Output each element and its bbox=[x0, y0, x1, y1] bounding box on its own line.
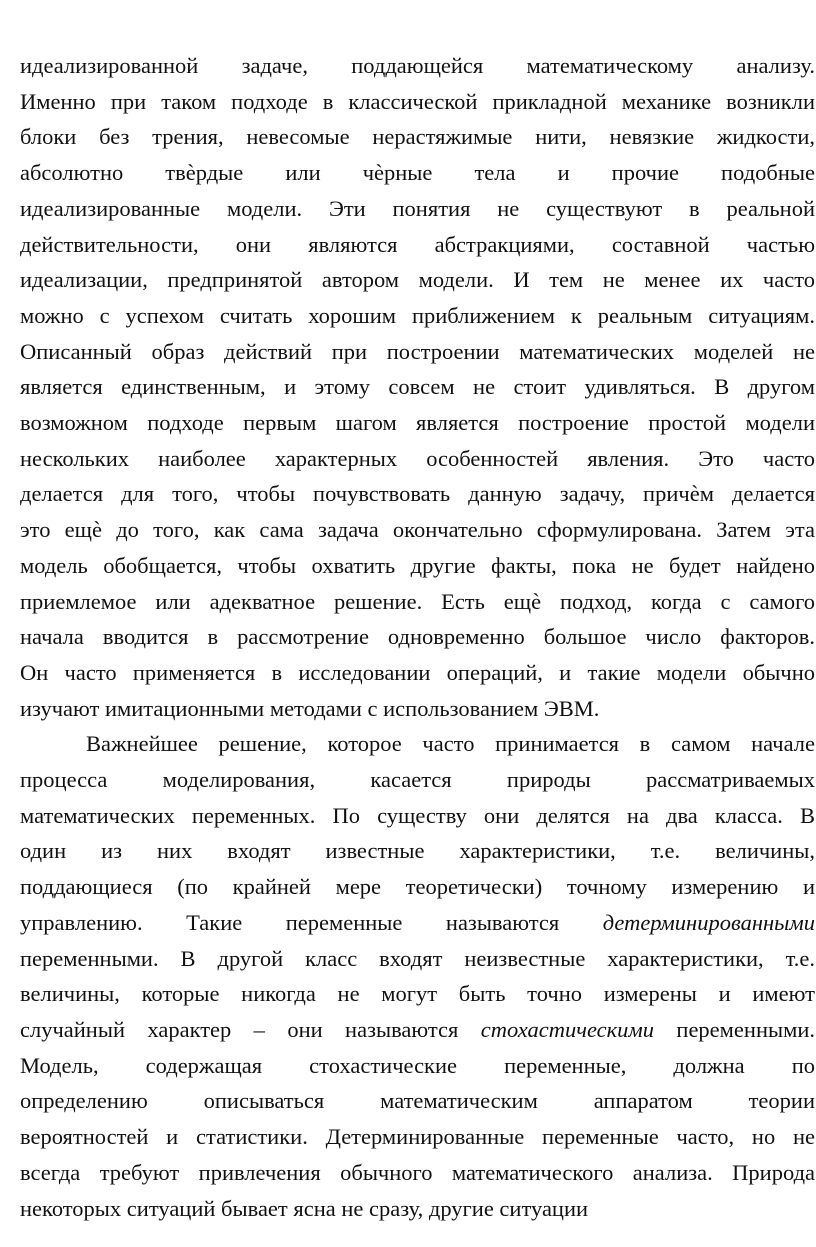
paragraph-idealized-models bbox=[20, 48, 815, 726]
text-line: определению описываться математическим аппаратом теории bbox=[20, 1088, 815, 1114]
emphasized-term-stochastic: стохастическими bbox=[480, 1016, 655, 1042]
text-line: абсолютно твѐрдые или чѐрные тела и прочие подобные bbox=[20, 160, 815, 186]
text-line: приемлемое или адекватное решение. Есть ещѐ подход, когда с самого bbox=[20, 588, 815, 614]
document-page bbox=[20, 48, 815, 1226]
text-line: модель обобщается, чтобы охватить другие факты, пока не будет найдено bbox=[20, 552, 815, 578]
text-line: это ещѐ до того, как сама задача окончательно сформулирована. Затем эта bbox=[20, 517, 815, 543]
text-fragment: случайный характер – они называются bbox=[20, 1016, 481, 1042]
text-line: процесса моделирования, касается природы рассматриваемых bbox=[20, 767, 815, 793]
text-line: изучают имитационными методами с использованием ЭВМ. bbox=[20, 695, 600, 721]
emphasized-term-deterministic: детерминированными bbox=[602, 909, 815, 935]
text-line: поддающиеся (по крайней мере теоретически) точному измерению и bbox=[20, 874, 815, 900]
paragraph-variable-types bbox=[20, 726, 815, 1226]
text-line: Именно при таком подходе в классической прикладной механике возникли bbox=[20, 88, 815, 114]
text-line: можно с успехом считать хорошим приближением к реальным ситуациям. bbox=[20, 302, 815, 328]
text-line: начала вводится в рассмотрение одновременно большое число факторов. bbox=[20, 624, 815, 650]
text-line: нескольких наиболее характерных особенностей явления. Это часто bbox=[20, 445, 815, 471]
text-line: идеализированной задаче, поддающейся математическому анализу. bbox=[20, 53, 815, 78]
text-line: возможном подходе первым шагом является построение простой модели bbox=[20, 410, 815, 436]
text-line: переменными. В другой класс входят неизвестные характеристики, т.е. bbox=[20, 945, 815, 971]
text-line: блоки без трения, невесомые нерастяжимые нити, невязкие жидкости, bbox=[20, 124, 815, 150]
text-line: Он часто применяется в исследовании операций, и такие модели обычно bbox=[20, 659, 815, 685]
text-line: делается для того, чтобы почувствовать данную задачу, причѐм делается bbox=[20, 481, 815, 507]
text-line: величины, которые никогда не могут быть точно измерены и имеют bbox=[20, 981, 815, 1007]
text-line-mixed bbox=[20, 1012, 815, 1048]
text-line: идеализированные модели. Эти понятия не существуют в реальной bbox=[20, 195, 815, 221]
text-line: вероятностей и статистики. Детерминированные переменные часто, но не bbox=[20, 1124, 815, 1150]
text-fragment: управлению. Такие переменные называются bbox=[20, 909, 603, 935]
text-line: Описанный образ действий при построении математических моделей не bbox=[20, 338, 815, 364]
text-line: один из них входят известные характеристики, т.е. величины, bbox=[20, 838, 815, 864]
text-line: идеализации, предпринятой автором модели. И тем не менее их часто bbox=[20, 267, 815, 293]
text-line: всегда требуют привлечения обычного математического анализа. Природа bbox=[20, 1159, 815, 1185]
text-line: действительности, они являются абстракциями, составной частью bbox=[20, 231, 815, 257]
text-line: Важнейшее решение, которое часто принимается в самом начале bbox=[86, 731, 815, 757]
text-line: является единственным, и этому совсем не стоит удивляться. В другом bbox=[20, 374, 815, 400]
text-line: некоторых ситуаций бывает ясна не сразу, другие ситуации bbox=[20, 1195, 589, 1221]
text-line-mixed bbox=[20, 905, 815, 941]
text-fragment: переменными. bbox=[654, 1016, 816, 1042]
text-line: Модель, содержащая стохастические переменные, должна по bbox=[20, 1052, 815, 1078]
text-line: математических переменных. По существу они делятся на два класса. В bbox=[20, 802, 815, 828]
